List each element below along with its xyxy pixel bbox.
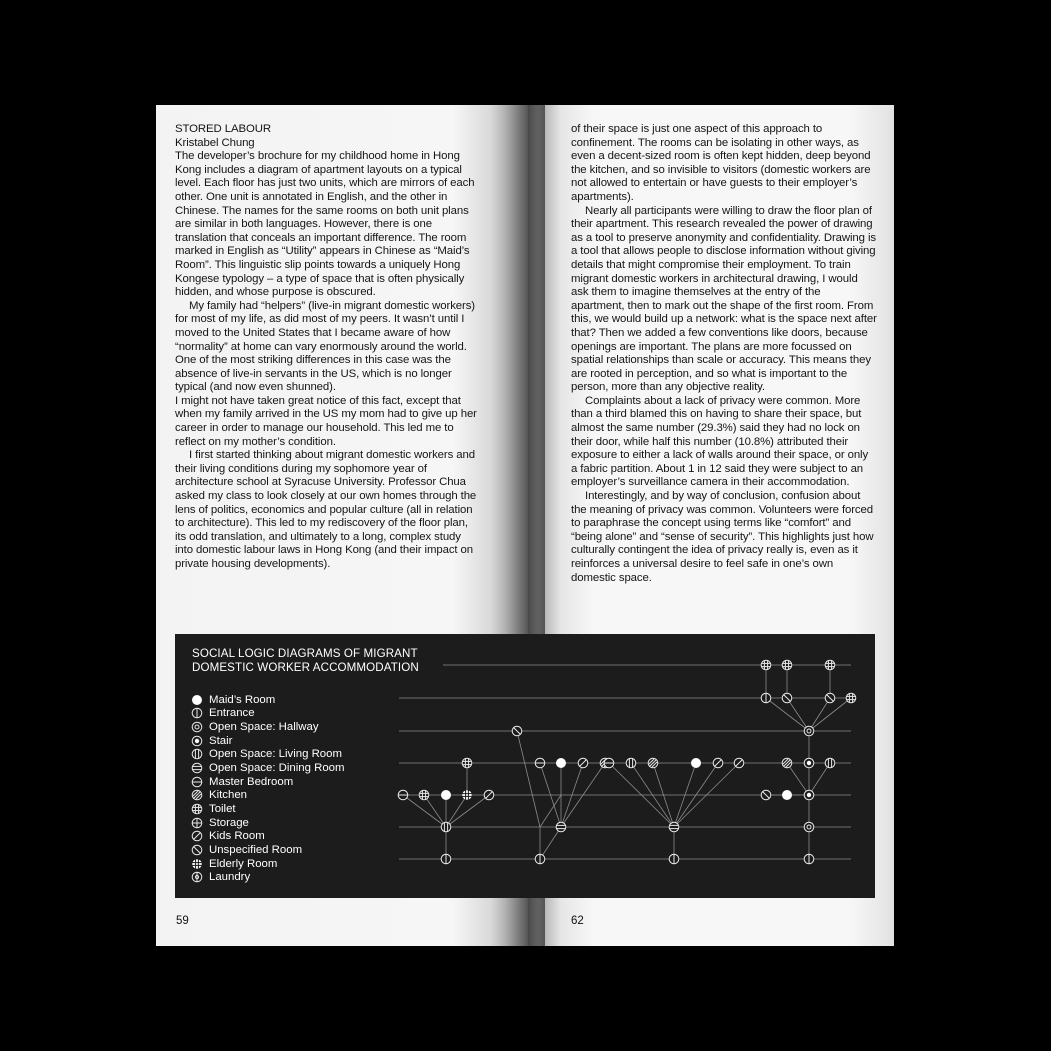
kids-room-icon xyxy=(191,830,203,842)
legend-label: Open Space: Dining Room xyxy=(209,762,345,775)
article-title: STORED LABOUR xyxy=(175,123,271,135)
node-kids-room xyxy=(484,790,494,800)
legend-label: Laundry xyxy=(209,871,251,884)
legend-item-master-bedroom xyxy=(191,775,345,789)
node-unspecified-room xyxy=(512,726,522,736)
right-paragraph: Nearly all participants were willing to draw the floor plan of their apartment. This research revealed the power of drawing as a tool to preserve anonymity and confidentiality. Drawing is a tool that allows people to disclose information without giving details that might compromise their employment. To train migrant domestic workers in architectural drawing, I would ask them to imagine themselves at the entry of the apartment, then to mark out the shape of the first room. From this, we would build up a network: what is the space next after that? Then we added a few conventions like doors, because openings are important. The plans are more focussed on spatial relationships than scale or accuracy. This means they are rooted in perception, and so what is important to the person, more than any objective reality. xyxy=(571,204,877,394)
legend-item-kitchen xyxy=(191,788,345,802)
legend-item-living-room xyxy=(191,748,345,762)
stair-icon xyxy=(191,735,203,747)
legend-item-storage xyxy=(191,816,345,830)
node-toilet xyxy=(761,660,771,670)
entrance-icon xyxy=(191,707,203,719)
left-paragraph: My family had “helpers” (live-in migrant domestic workers) for most of my life, as did most of my peers. It wasn’t until I moved to the United States that I became aware of how “normality” at home can vary enormously around the world. One of the most striking differences in this case was the absence of live-in servants in the US, which is no longer typical (and now even shunned). xyxy=(175,299,476,394)
master-bedroom-icon xyxy=(191,776,203,788)
node-living-room xyxy=(441,822,451,832)
left-paragraph: I first started thinking about migrant domestic workers and their living conditions during my sophomore year of architecture school at Syracuse University. Professor Chua asked my class to look closely at our own homes through the lens of politics, economics and popular culture (all in relation to architecture). This led to my rediscovery of the floor plan, its odd translation, and ultimately to a long, complex study into domestic labour laws in Hong Kong (and their impact on private housing developments). xyxy=(175,449,477,570)
node-living-room xyxy=(825,758,835,768)
diagram-panel xyxy=(175,634,875,898)
right-paragraph: of their space is just one aspect of this approach to confinement. The rooms can be isolating in other ways, as even a decent-sized room is often kept hidden, deep beyond the kitchen, and so invisible to visitors (domestic workers are not allowed to entertain or have guests to their employer’s apartments). xyxy=(571,123,871,203)
left-paragraph: I might not have taken great notice of this fact, except that when my family arrived in the US my mom had to give up her career in order to manage our household. This led me to reflect on my mother’s condition. xyxy=(175,394,477,448)
legend-label: Entrance xyxy=(209,707,255,720)
node-entrance xyxy=(669,854,679,864)
node-kids-room xyxy=(734,758,744,768)
legend-item-maids-room xyxy=(191,693,345,707)
page-number-right: 62 xyxy=(571,915,584,927)
node-living-room xyxy=(626,758,636,768)
node-kitchen xyxy=(648,758,658,768)
legend-item-dining-room xyxy=(191,761,345,775)
node-elderly-room xyxy=(462,790,472,800)
node-toilet xyxy=(846,693,856,703)
hallway-icon xyxy=(191,721,203,733)
dining-room-icon xyxy=(191,762,203,774)
legend-label: Toilet xyxy=(209,802,236,815)
node-kitchen xyxy=(782,758,792,768)
node-master-bedroom xyxy=(604,758,614,768)
node-dining-room xyxy=(669,822,679,832)
elderly-room-icon xyxy=(191,858,203,870)
legend-label: Elderly Room xyxy=(209,857,278,870)
node-entrance xyxy=(761,693,771,703)
legend-item-entrance xyxy=(191,707,345,721)
node-hallway xyxy=(804,822,814,832)
node-toilet xyxy=(782,660,792,670)
node-toilet xyxy=(462,758,472,768)
left-paragraph: The developer’s brochure for my childhood home in Hong Kong includes a diagram of apartment layouts on a typical level. Each floor has just two units, which are mirrors of each other. One unit is annotated in English, and the other in Chinese. The names for the same rooms on both unit plans are similar in both languages. However, there is one translation that conceals an important difference. The room marked in English as “Utility” appears in Chinese as “Maid’s Room”. This linguistic slip points towards a uniquely Hong Kongese typology – a type of space that is often physically hidden, and whose purpose is obscured. xyxy=(175,150,475,299)
legend-label: Master Bedroom xyxy=(209,775,294,788)
node-hallway xyxy=(804,726,814,736)
figure-title-line-1: SOCIAL LOGIC DIAGRAMS OF MIGRANT xyxy=(192,647,418,660)
node-unspecified-room xyxy=(782,693,792,703)
legend-item-elderly-room xyxy=(191,857,345,871)
right-paragraph: Interestingly, and by way of conclusion, confusion about the meaning of privacy was common. Volunteers were forced to paraphrase the concept using terms like “comfort” and “being alone” and “sense of security”. This highlights just how culturally contingent the idea of privacy really is, even as it reinforces a universal desire to feel safe in one’s own domestic space. xyxy=(571,490,874,584)
legend-item-unspecified-room xyxy=(191,843,345,857)
laundry-icon xyxy=(191,871,203,883)
right-paragraph: Complaints about a lack of privacy were common. More than a third blamed this on having to share their space, but almost the same number (29.3%) said they had no lock on their door, while half this number (10.8%) attributed their exposure to either a lack of walls around their space, or only a fabric partition. About 1 in 12 said they were subject to an employer’s surveillance camera in their accommodation. xyxy=(571,394,869,489)
maids-room-icon xyxy=(191,694,203,706)
node-stair xyxy=(804,758,814,768)
node-master-bedroom xyxy=(398,790,408,800)
legend-label: Maid’s Room xyxy=(209,693,276,706)
article-author: Kristabel Chung xyxy=(175,136,255,149)
node-entrance xyxy=(804,854,814,864)
node-entrance xyxy=(535,854,545,864)
legend-item-hallway xyxy=(191,720,345,734)
legend-item-kids-room xyxy=(191,829,345,843)
node-kids-room xyxy=(578,758,588,768)
legend-item-laundry xyxy=(191,870,345,884)
node-maids-room xyxy=(782,790,792,800)
node-maids-room xyxy=(691,758,701,768)
toilet-icon xyxy=(191,803,203,815)
figure-title-line-2: DOMESTIC WORKER ACCOMMODATION xyxy=(192,660,419,674)
node-toilet xyxy=(419,790,429,800)
legend-label: Kids Room xyxy=(209,830,265,843)
living-room-icon xyxy=(191,748,203,760)
unspecified-room-icon xyxy=(191,844,203,856)
legend-label: Open Space: Living Room xyxy=(209,748,342,761)
node-entrance xyxy=(441,854,451,864)
legend-label: Storage xyxy=(209,816,249,829)
right-text-column xyxy=(571,123,877,585)
node-toilet xyxy=(825,660,835,670)
legend-item-toilet xyxy=(191,802,345,816)
diagram-legend xyxy=(191,693,345,884)
legend-label: Kitchen xyxy=(209,789,247,802)
node-unspecified-room xyxy=(761,790,771,800)
legend-label: Stair xyxy=(209,734,233,747)
node-master-bedroom xyxy=(535,758,545,768)
node-maids-room xyxy=(556,758,566,768)
left-text-column xyxy=(175,123,481,572)
node-dining-room xyxy=(556,822,566,832)
page-number-left: 59 xyxy=(176,915,189,927)
book-spread xyxy=(156,105,894,946)
legend-item-stair xyxy=(191,734,345,748)
node-maids-room xyxy=(441,790,451,800)
node-stair xyxy=(804,790,814,800)
node-kids-room xyxy=(713,758,723,768)
node-unspecified-room xyxy=(825,693,835,703)
storage-icon xyxy=(191,817,203,829)
legend-label: Unspecified Room xyxy=(209,843,303,856)
kitchen-icon xyxy=(191,789,203,801)
legend-label: Open Space: Hallway xyxy=(209,721,319,734)
